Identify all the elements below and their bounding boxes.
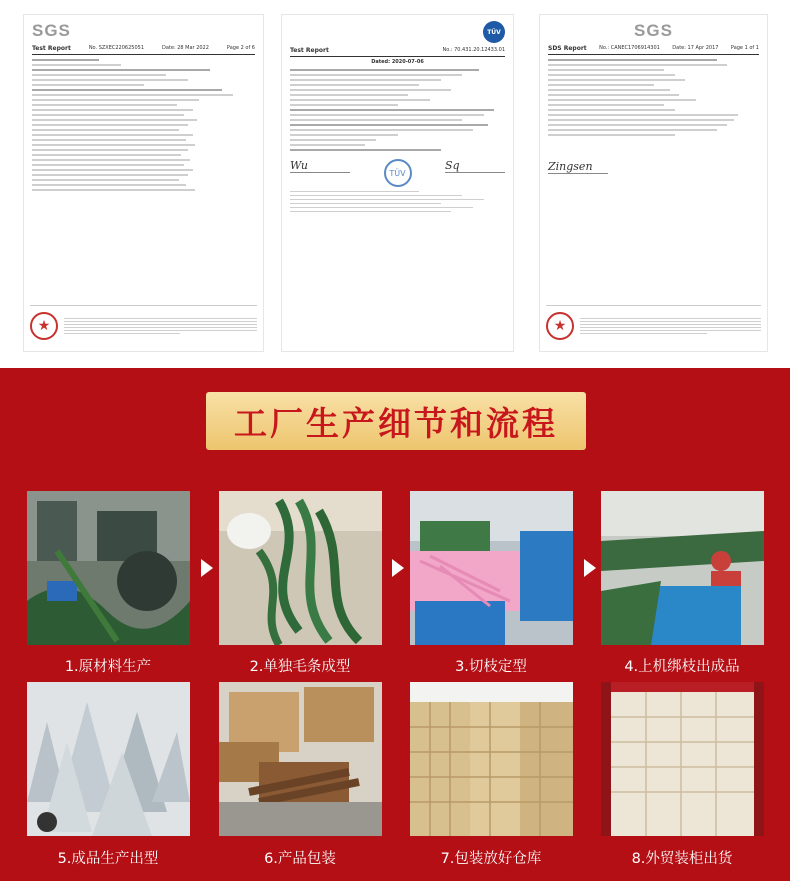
report-number: No.: 70.431.20.12433.01 xyxy=(442,47,505,53)
section-banner xyxy=(206,392,586,450)
report-date: Date: 17 Apr 2017 xyxy=(672,45,719,51)
report-body xyxy=(290,69,505,151)
step-caption-3: 3.切枝定型 xyxy=(455,659,527,675)
signature-approved: Zingsen xyxy=(548,160,608,174)
report-title: Test Report xyxy=(290,47,329,54)
sgs-logo: SGS xyxy=(634,21,673,40)
photo-finished-trees xyxy=(27,682,190,836)
report-title: Test Report xyxy=(32,45,71,52)
report-number: No. SZXEC220625051 xyxy=(88,45,145,51)
banner-title: 工厂生产细节和流程 xyxy=(234,403,558,443)
report-title: SDS Report xyxy=(548,45,587,52)
report-number: No.: CANEC1706914301 xyxy=(599,45,660,51)
arrow-right-icon xyxy=(392,559,404,577)
photo-assembly xyxy=(601,491,764,645)
certificates-section xyxy=(0,0,790,368)
photo-packaging xyxy=(219,682,382,836)
photo-strip-forming xyxy=(219,491,382,645)
report-date: Dated: 2020-07-06 xyxy=(371,59,424,65)
step-caption-7: 7.包装放好仓库 xyxy=(440,851,542,867)
seal-icon: ★ xyxy=(546,312,574,340)
signature-engineer: Wu xyxy=(290,159,350,187)
arrow-right-icon xyxy=(201,559,213,577)
signature-manager: Sq xyxy=(445,159,505,187)
report-body xyxy=(548,59,759,136)
photo-warehouse xyxy=(410,682,573,836)
seal-icon: TÜV xyxy=(384,159,412,187)
certificate-tuv xyxy=(281,14,514,352)
step-caption-8: 8.外贸装柜出货 xyxy=(631,851,733,867)
step-caption-2: 2.单独毛条成型 xyxy=(249,659,351,675)
photo-raw-material xyxy=(27,491,190,645)
certificate-sgs-1 xyxy=(23,14,264,352)
step-caption-6: 6.产品包装 xyxy=(264,851,336,867)
photo-container-loading xyxy=(601,682,764,836)
report-body xyxy=(32,59,255,191)
photo-branch-cutting xyxy=(410,491,573,645)
step-caption-1: 1.原材料生产 xyxy=(64,659,152,675)
arrow-right-icon xyxy=(584,559,596,577)
seal-icon: ★ xyxy=(30,312,58,340)
report-date: Date: 28 Mar 2022 xyxy=(162,45,209,51)
certificate-sgs-2 xyxy=(539,14,768,352)
step-caption-4: 4.上机绑枝出成品 xyxy=(624,659,740,675)
factory-process-section xyxy=(0,368,790,881)
step-caption-5: 5.成品生产出型 xyxy=(57,851,159,867)
sgs-logo: SGS xyxy=(32,21,71,40)
report-page: Page 2 of 6 xyxy=(226,45,255,51)
tuv-logo: TÜV xyxy=(483,21,505,43)
report-page: Page 1 of 1 xyxy=(730,45,759,51)
